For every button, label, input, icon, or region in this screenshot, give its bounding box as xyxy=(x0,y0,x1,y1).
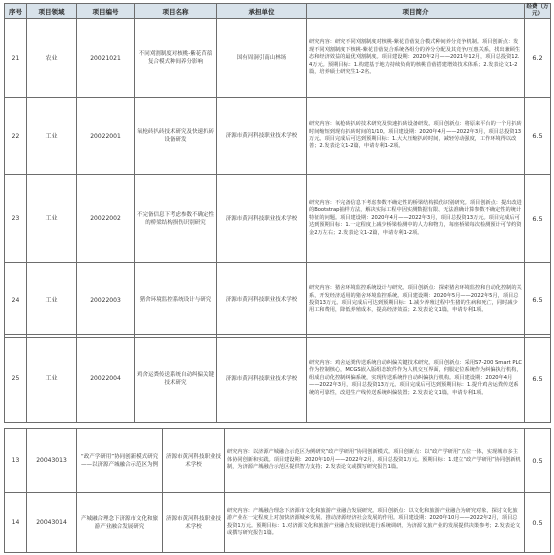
cell-unit: 济源市黄河科技职业技术学校 xyxy=(217,175,307,263)
cell-name: “政产学研用”协同创新模式研究——以济源产城融合示范区为例 xyxy=(77,429,163,493)
cell-name: 产城融合理念下济源市文化和旅游产业融合发展研究 xyxy=(77,493,163,553)
cell-intro: 研究内容：鸡舍运粪传送系统自动纠偏关键技术研究。项目创新点：采用S7-200 Smart PLC作为控制核心，MCGS嵌入版组态软件作为人机交互界面，伺服定位系统作为纠偏执行机构，组成自动化控制纠偏系统，实现传送系统作自动纠偏执行机构。项目建设期：2020年4月——2022年3月，项目总投资13万元。项目完成后可达到预期目标：1.提升鸡舍运粪传送系统的可靠性，改进生产线传送系统纠偏装置；2.发表论文1篇，申请专利1项。 xyxy=(307,335,525,423)
project-table-main xyxy=(4,3,551,338)
cell-field: 工业 xyxy=(27,263,77,338)
cell-fund: 0.5 xyxy=(525,493,551,553)
cell-code: 20021021 xyxy=(77,19,135,98)
cell-intro: 研究内容：不完备信息下考虑参数不确定性的桥梁结构损伤识别研究。项目创新点：提出改进的Bootstrap抽样方法，解决实际工程中因实测数据有限、无法准确计算参数不确定性的统计特征的问题。项目建设期：2020年4月——2022年3月，项目总投资13万元。项目完成后可达到预期目标：1.一定程度上减少桥梁检测中的人力和物力，每座桥梁每次检测预计可节约资金2万左右；2.发表论文1-2篇，申请专利1-2项。 xyxy=(307,175,525,263)
project-table-social xyxy=(4,428,551,553)
cell-seq: 14 xyxy=(5,493,27,553)
cell-seq: 21 xyxy=(5,19,27,98)
header-field: 项目领域 xyxy=(27,4,77,19)
header-unit: 承担单位 xyxy=(217,4,307,19)
cell-field: 工业 xyxy=(27,335,77,423)
cell-unit: 国有周洞引南山林场 xyxy=(217,19,307,98)
cell-seq: 13 xyxy=(5,429,27,493)
cell-seq: 23 xyxy=(5,175,27,263)
cell-intro: 研究内容：以济源产城融合示范区为例研究“政产学研用”协同创新模式。项目创新点：以“政产学研用”五位一体，实现城市多主体协同创新和实践。项目建设期：2020年10月——2022年2月，项目总投资1万元。预期目标：1.建立“政产学研用”协同创新机制，为济源产城融合示范区提供智力支持；2.发表论文或撰写研究报告1篇。 xyxy=(225,429,525,493)
table-header-row xyxy=(5,4,551,19)
table-row xyxy=(5,493,551,553)
table-row xyxy=(5,19,551,98)
cell-name: 氧枪砖扒砖技术研究及快速扒砖设备研发 xyxy=(135,98,217,175)
cell-unit: 济源市黄河科技职业技术学校 xyxy=(217,98,307,175)
cell-code: 20022001 xyxy=(77,98,135,175)
table-row xyxy=(5,175,551,263)
cell-fund: 6.5 xyxy=(525,175,551,263)
header-fund: 经费（万元） xyxy=(526,4,549,17)
cell-name: 不同刈割制度对核桃-紫花苜蓿复合模式种间养分影响 xyxy=(135,19,217,98)
header-intro: 项目简介 xyxy=(307,4,525,19)
table-row xyxy=(5,98,551,175)
cell-unit: 济源市黄河科技职业技术学校 xyxy=(217,263,307,338)
header-code: 项目编号 xyxy=(77,4,135,19)
table-row xyxy=(5,263,551,338)
header-name: 项目名称 xyxy=(135,4,217,19)
cell-unit: 济源市黄河科技职业技术学校 xyxy=(163,493,225,553)
cell-fund: 6.5 xyxy=(525,335,551,423)
cell-intro: 研究内容：研究不同刈割制度对核桃-紫花苜蓿复合模式种间养分竞争机制。项目创新点：发现不同刈割制度下核桃-紫花苜蓿复合系统各组分的养分分配及其竞争/互惠关系，找出兼顾生态和经济效益的最优刈割制度。项目建设期：2020年2月——2021年12月，项目总投资12.4万元。预期目标：1.构建基于地力持续负荷的核桃苜蓿搭建增效技术体系；2.发表论文1-2篇，培养硕士研究生1-2名。 xyxy=(307,19,525,98)
cell-intro: 研究内容：猪舍环境监控系统设计与研究。项目创新点：探索猪舍环境监控和自动化控制的关系，开发经济适用的猪舍环境监控系统。项目建设期：2020年5月——2022年5月，项目总投资13万元。项目完成后可达到预期目标：1.减少养殖过程中生猪的生病和死亡，同时减少用工和费用，降低养殖成本，提高经济效益；2.发表论文1篇，申请专利1项。 xyxy=(307,263,525,338)
cell-seq: 25 xyxy=(5,335,27,423)
cell-unit: 济源市黄河科技职业技术学校 xyxy=(217,335,307,423)
cell-intro: 研究内容：产城融合理念下济源市文化和旅游产业融合发展研究。项目创新点：以文化和旅游产业融合为研究对象，探讨文化旅游产业在一定程度上对加快济源城乡发展、推动济源经济社会发展的作用。项目建设期：2020年10月——2022年2月，项目总投资1万元。预期目标：1.对济源文化和旅游产业融合发展现状进行系统调研，为济源文旅产业的发展提供决策参考；2.发表论文或撰写研究报告1篇。 xyxy=(225,493,525,553)
cell-intro: 研究内容：氧枪砖扒砖技术研究及快速扒砖设备研发。项目创新点：将原来平台的一个月扒砖时间缩短到现有扒砖时间的1/10。项目建设期：2020年4月——2022年3月，项目总投资13万元。项目完成后可达到预期目标：1.大大压缩扒砖时间，减轻劳动强度，工作环境得以改善；2.发表论文1-2篇，申请专利1-2项。 xyxy=(307,98,525,175)
table-row xyxy=(5,335,551,423)
cell-fund: 6.5 xyxy=(525,98,551,175)
cell-name: 鸡舍运粪传送系统自动纠偏关键技术研究 xyxy=(135,335,217,423)
cell-code: 20022003 xyxy=(77,263,135,338)
header-seq: 序号 xyxy=(5,4,27,19)
cell-fund: 0.5 xyxy=(525,429,551,493)
cell-field: 农业 xyxy=(27,19,77,98)
cell-code: 20022004 xyxy=(77,335,135,423)
cell-fund: 6.2 xyxy=(525,19,551,98)
cell-code: 20043013 xyxy=(27,429,77,493)
project-table-continued xyxy=(4,334,551,423)
table-row xyxy=(5,429,551,493)
cell-name: 不完备信息下考虑参数不确定性的桥梁结构损伤识别研究 xyxy=(135,175,217,263)
cell-field: 工业 xyxy=(27,175,77,263)
cell-name: 猪舍环境监控系统设计与研究 xyxy=(135,263,217,338)
cell-fund: 6.5 xyxy=(525,263,551,338)
cell-seq: 22 xyxy=(5,98,27,175)
cell-code: 20043014 xyxy=(27,493,77,553)
cell-code: 20022002 xyxy=(77,175,135,263)
cell-seq: 24 xyxy=(5,263,27,338)
cell-unit: 济源市黄河科技职业技术学校 xyxy=(163,429,225,493)
cell-field: 工业 xyxy=(27,98,77,175)
